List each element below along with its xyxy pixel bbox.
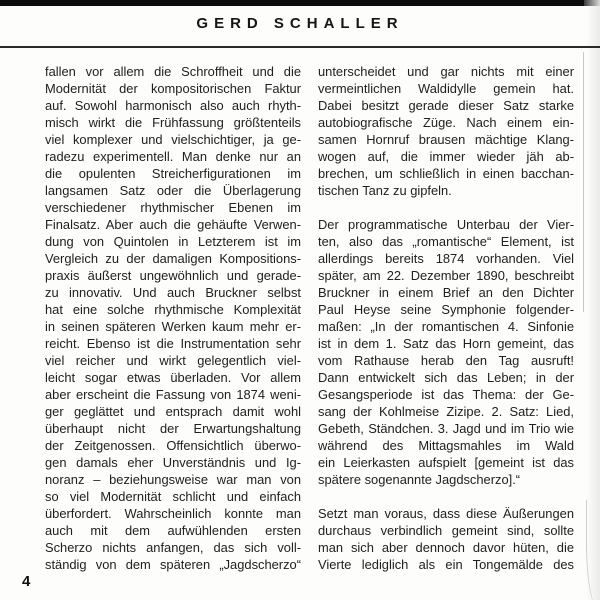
text-line: man sich aber dennoch davor hüten, die	[318, 540, 574, 555]
text-content	[45, 63, 574, 573]
text-line: Scherzo nichts anfangen, das sich voll-	[45, 540, 301, 555]
paragraph	[318, 216, 574, 488]
text-line: ten, also das „romantische“ Element, ist	[318, 234, 574, 249]
text-line: Dabei besitzt gerade dieser Satz starke	[318, 98, 574, 113]
top-edge-bar-fade	[584, 0, 600, 6]
text-line: sang der Kohlmeise Zizipe. 2. Satz: Lied,	[318, 404, 574, 419]
column-left	[45, 63, 301, 573]
text-line: aber erscheint die Fassung von 1874 weni-	[45, 387, 301, 402]
paragraph	[318, 63, 574, 199]
text-line: vermeintlichen Waldidylle gemein hat.	[318, 81, 574, 96]
text-line: Gebeth, Ständchen. 3. Jagd und im Trio wie	[318, 421, 574, 436]
text-line: viel komplexer und vielschichtiger, ja ge-	[45, 132, 301, 147]
text-line: wogen auf, die immer wieder jäh ab-	[318, 149, 574, 164]
text-line: Dann entwickelt sich das Leben; in der	[318, 370, 574, 385]
text-line: hat eine solche rhythmische Komplexität	[45, 302, 301, 317]
text-line: später, am 22. Dezember 1890, beschreibt	[318, 268, 574, 283]
text-line: tischen Tanz zu gipfeln.	[318, 183, 452, 198]
text-line: Modernität der kompositorischen Faktur	[45, 81, 301, 96]
text-line: leicht sogar etwas überladen. Vor allem	[45, 370, 301, 385]
text-line: dung von Quintolen in Letzterem ist im	[45, 234, 301, 249]
text-line: misch wirkt die Frühfassung größtenteils	[45, 115, 301, 130]
top-edge-bar	[0, 0, 584, 6]
text-line: der Zeitgenossen. Offensichtlich überwo-	[45, 438, 301, 453]
text-line: zu innovativ. Und auch Bruckner selbst	[45, 285, 301, 300]
text-line: Setzt man voraus, dass diese Äußerungen	[318, 506, 574, 521]
text-line: brechen, um schließlich in einen bacchan-	[318, 166, 574, 181]
text-line: unterscheidet und gar nichts mit einer	[318, 64, 574, 79]
text-line: ist in dem 1. Satz das Horn gemeint, das	[318, 336, 574, 351]
text-line: praxis äußerst ungewöhnlich und gerade-	[45, 268, 301, 283]
text-line: maßen: „In der romantischen 4. Sinfonie	[318, 319, 574, 334]
text-line: in seinen späteren Werken kaum mehr er-	[45, 319, 301, 334]
text-line: so viel Modernität schlicht und einfach	[45, 489, 301, 504]
text-line: die opulenten Streicherfigurationen im	[45, 166, 301, 181]
text-line: Paul Heyse seine Symphonie folgender-	[318, 302, 574, 317]
text-line: ger geglättet und entsprach damit wohl	[45, 404, 301, 419]
text-line: allerdings bereits 1874 vorhanden. Viel	[318, 251, 574, 266]
text-line: Der programmatische Unterbau der Vier-	[318, 217, 574, 232]
text-line: radezu experimentell. Man denke nur an	[45, 149, 301, 164]
text-line: auch mit dem aufwühlenden ersten	[45, 523, 301, 538]
header-divider	[0, 46, 600, 48]
page-edge-curl	[586, 500, 600, 600]
text-line: ständig von dem späteren „Jagdscherzo“	[45, 557, 301, 572]
text-line: Bruckner in einem Brief an den Dichter	[318, 285, 574, 300]
text-line: ein Leierkasten aufspielt [gemeint ist das	[318, 455, 574, 470]
text-line: während des Mittagsmahles im Wald	[318, 438, 574, 453]
paragraph	[45, 63, 301, 573]
text-line: gen damals eher Unverständnis und Ig-	[45, 455, 301, 470]
text-line: spätere sogenannte Jagdscherzo].“	[318, 472, 521, 487]
text-line: noranz – beziehungsweise war man von	[45, 472, 301, 487]
page-header	[0, 15, 600, 33]
text-line: Gesangsperiode ist das Thema: der Ge-	[318, 387, 574, 402]
text-line: überfordert. Wahrscheinlich konnte man	[45, 506, 301, 521]
text-line: reicht. Ebenso ist die Instrumentation sehr	[45, 336, 301, 351]
text-line: verschiedener rhythmischer Ebenen im	[45, 200, 301, 215]
page-number: 4	[22, 573, 31, 590]
text-line: durchaus verbindlich gemeint sind, sollte	[318, 523, 574, 538]
text-line: fallen vor allem die Schroffheit und die	[45, 64, 301, 79]
text-line: Finalsatz. Aber auch die gehäufte Verwen-	[45, 217, 301, 232]
text-line: viel reicher und wirkt gelegentlich viel-	[45, 353, 301, 368]
text-line: auf. Sowohl harmonisch also auch rhyth-	[45, 98, 301, 113]
text-line: Vierte lediglich als ein Tongemälde des	[318, 557, 574, 572]
text-line: überhaupt nicht der Erwartungshaltung	[45, 421, 301, 436]
paragraph	[318, 505, 574, 573]
text-line: vom Rathause herab den Tag ausruft!	[318, 353, 574, 368]
text-line: langsamen Satz oder die Überlagerung	[45, 183, 301, 198]
page-edge-shading	[586, 0, 600, 600]
column-right	[318, 63, 574, 573]
text-line: samen Hornruf brausen mächtige Klang-	[318, 132, 574, 147]
page-title: GERD SCHALLER	[196, 15, 404, 32]
text-line: Vergleich zu der damaligen Kompositions-	[45, 251, 301, 266]
text-line: autobiografische Züge. Nach einem ein-	[318, 115, 574, 130]
page-edge-line	[583, 52, 584, 312]
